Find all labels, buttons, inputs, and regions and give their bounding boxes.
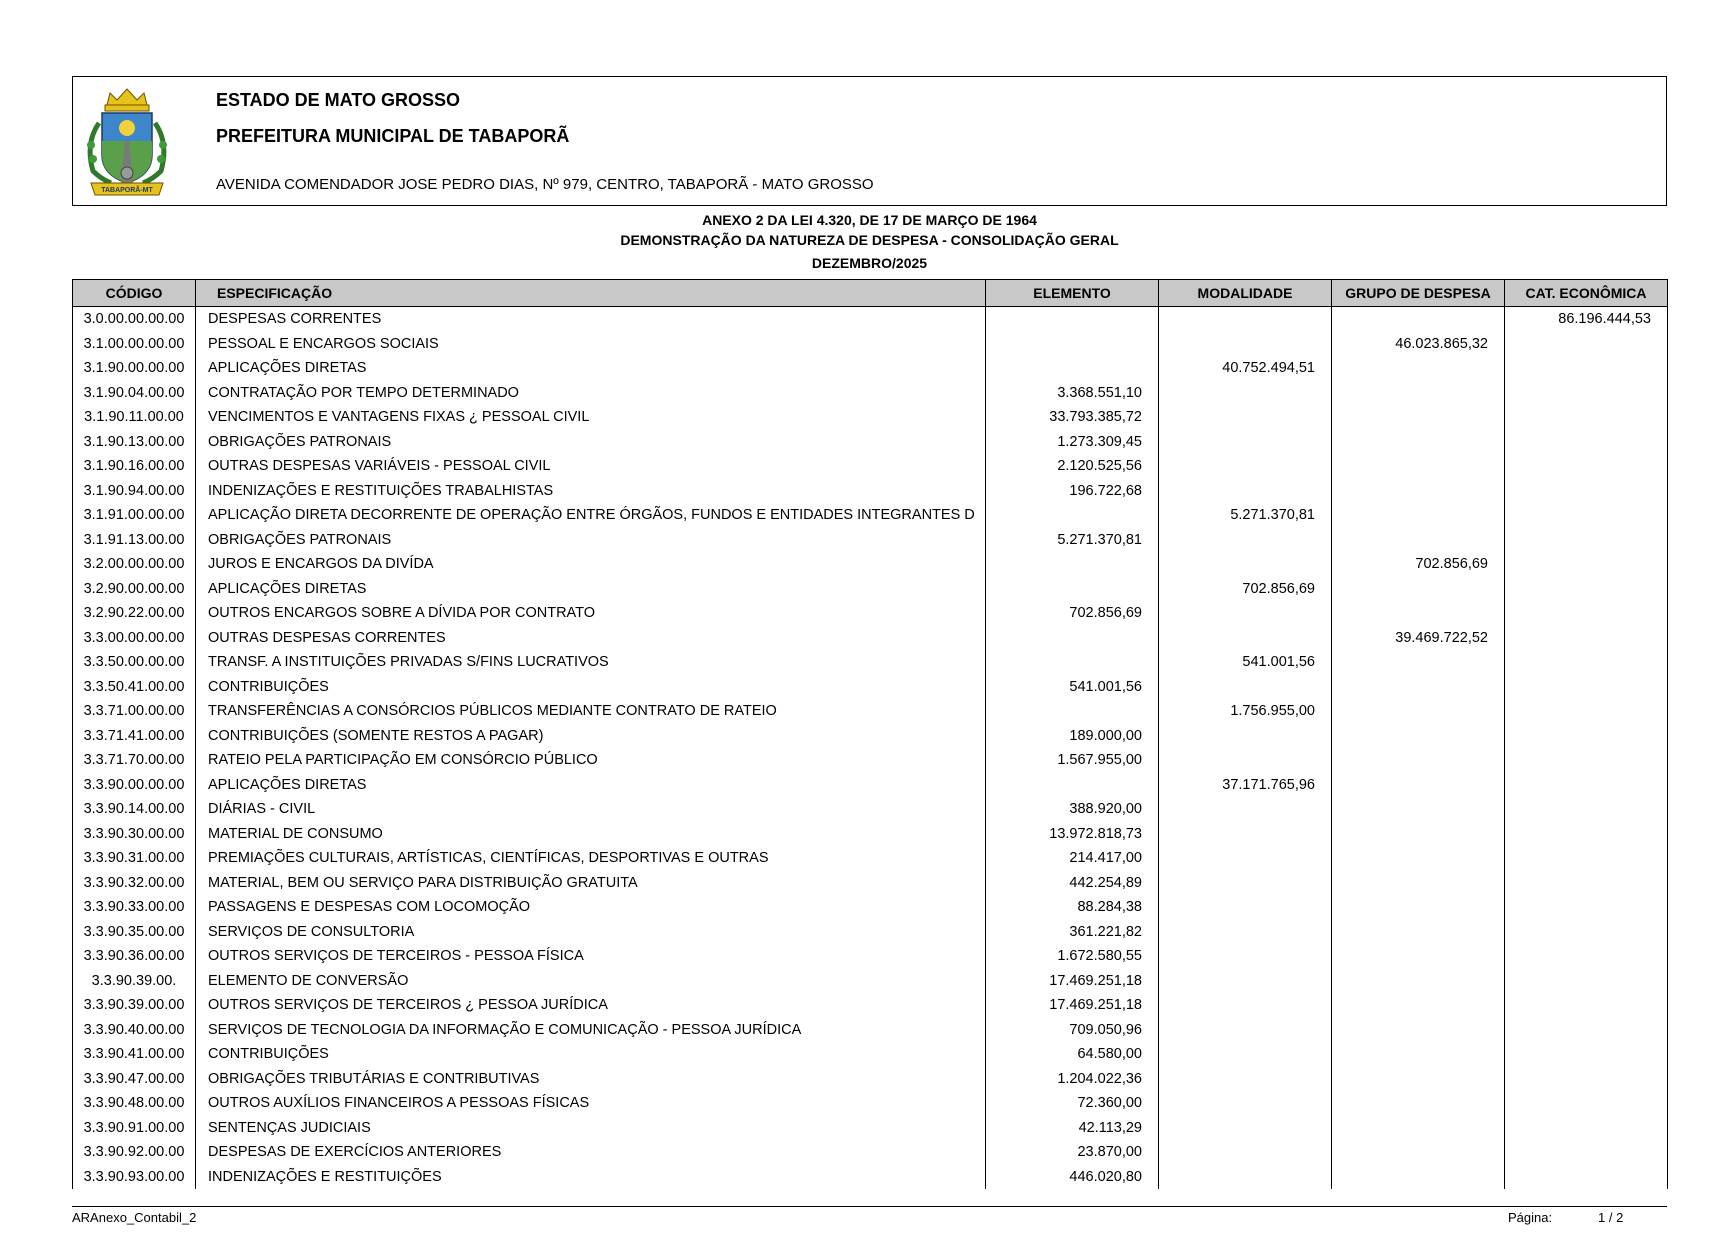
row-modalidade [1159,479,1332,504]
row-modalidade [1159,797,1332,822]
row-grupo: 702.856,69 [1332,552,1505,577]
row-grupo: 39.469.722,52 [1332,626,1505,651]
row-code: 3.3.90.93.00.00 [73,1165,196,1190]
table-row [73,552,1668,577]
row-cat-economica [1505,381,1668,406]
row-elemento: 702.856,69 [986,601,1159,626]
row-elemento [986,307,1159,332]
table-row [73,871,1668,896]
row-specification: PESSOAL E ENCARGOS SOCIAIS [196,332,986,357]
row-modalidade [1159,552,1332,577]
row-cat-economica [1505,797,1668,822]
row-modalidade [1159,332,1332,357]
report-name: ARAnexo_Contabil_2 [72,1210,197,1225]
row-grupo [1332,1116,1505,1141]
row-code: 3.3.90.40.00.00 [73,1018,196,1043]
table-row [73,822,1668,847]
row-elemento: 1.567.955,00 [986,748,1159,773]
row-modalidade [1159,1042,1332,1067]
state-name: ESTADO DE MATO GROSSO [216,90,461,110]
row-specification: SENTENÇAS JUDICIAIS [196,1116,986,1141]
row-code: 3.3.90.35.00.00 [73,920,196,945]
table-row [73,675,1668,700]
row-code: 3.1.91.00.00.00 [73,503,196,528]
row-modalidade [1159,1067,1332,1092]
row-specification: OBRIGAÇÕES PATRONAIS [196,430,986,455]
page-number: 1 / 2 [1598,1210,1624,1225]
row-specification: TRANSF. A INSTITUIÇÕES PRIVADAS S/FINS LUCRATIVOS [196,650,986,675]
row-specification: CONTRIBUIÇÕES [196,675,986,700]
row-modalidade: 40.752.494,51 [1159,356,1332,381]
svg-text:TABAPORÃ-MT: TABAPORÃ-MT [101,187,153,194]
row-code: 3.0.00.00.00.00 [73,307,196,332]
row-elemento: 17.469.251,18 [986,993,1159,1018]
row-cat-economica [1505,503,1668,528]
report-period: DEZEMBRO/2025 [811,255,928,271]
row-modalidade [1159,895,1332,920]
row-code: 3.3.90.14.00.00 [73,797,196,822]
table-row [73,748,1668,773]
row-elemento: 5.271.370,81 [986,528,1159,553]
row-code: 3.3.71.41.00.00 [73,724,196,749]
table-row [73,895,1668,920]
row-grupo [1332,650,1505,675]
row-elemento: 42.113,29 [986,1116,1159,1141]
row-cat-economica [1505,626,1668,651]
row-cat-economica [1505,920,1668,945]
table-row [73,454,1668,479]
row-modalidade [1159,1091,1332,1116]
row-elemento: 2.120.525,56 [986,454,1159,479]
row-code: 3.3.90.47.00.00 [73,1067,196,1092]
row-specification: SERVIÇOS DE CONSULTORIA [196,920,986,945]
row-specification: DESPESAS DE EXERCÍCIOS ANTERIORES [196,1140,986,1165]
row-cat-economica [1505,969,1668,994]
row-specification: DIÁRIAS - CIVIL [196,797,986,822]
col-header-cat-economica: CAT. ECONÔMICA [1505,280,1668,307]
table-row [73,1116,1668,1141]
row-cat-economica [1505,479,1668,504]
row-grupo [1332,993,1505,1018]
row-cat-economica [1505,1165,1668,1190]
row-cat-economica [1505,846,1668,871]
row-modalidade [1159,993,1332,1018]
row-grupo [1332,822,1505,847]
row-cat-economica [1505,748,1668,773]
row-grupo [1332,601,1505,626]
table-row [73,993,1668,1018]
row-grupo [1332,699,1505,724]
row-elemento: 709.050,96 [986,1018,1159,1043]
col-header-code: CÓDIGO [73,280,196,307]
row-specification: OBRIGAÇÕES TRIBUTÁRIAS E CONTRIBUTIVAS [196,1067,986,1092]
col-header-specification: ESPECIFICAÇÃO [196,280,986,307]
row-specification: TRANSFERÊNCIAS A CONSÓRCIOS PÚBLICOS MEDIANTE CONTRATO DE RATEIO [196,699,986,724]
table-row [73,1165,1668,1190]
table-row [73,479,1668,504]
row-elemento: 388.920,00 [986,797,1159,822]
row-specification: SERVIÇOS DE TECNOLOGIA DA INFORMAÇÃO E COMUNICAÇÃO - PESSOA JURÍDICA [196,1018,986,1043]
row-code: 3.3.90.00.00.00 [73,773,196,798]
row-code: 3.1.91.13.00.00 [73,528,196,553]
row-elemento [986,650,1159,675]
row-modalidade: 1.756.955,00 [1159,699,1332,724]
row-grupo [1332,675,1505,700]
row-specification: OUTROS AUXÍLIOS FINANCEIROS A PESSOAS FÍSICAS [196,1091,986,1116]
table-row [73,405,1668,430]
row-code: 3.3.90.39.00. [73,969,196,994]
row-cat-economica [1505,822,1668,847]
row-specification: OUTRAS DESPESAS CORRENTES [196,626,986,651]
row-grupo [1332,895,1505,920]
expense-table [72,279,1668,1189]
row-modalidade [1159,846,1332,871]
row-code: 3.3.90.92.00.00 [73,1140,196,1165]
row-grupo [1332,405,1505,430]
row-grupo [1332,773,1505,798]
row-grupo [1332,944,1505,969]
row-code: 3.3.00.00.00.00 [73,626,196,651]
row-code: 3.3.90.91.00.00 [73,1116,196,1141]
report-title: DEMONSTRAÇÃO DA NATUREZA DE DESPESA - CONSOLIDAÇÃO GERAL [620,232,1119,248]
row-modalidade [1159,405,1332,430]
row-cat-economica [1505,724,1668,749]
row-elemento [986,626,1159,651]
row-specification: CONTRATAÇÃO POR TEMPO DETERMINADO [196,381,986,406]
row-modalidade [1159,1165,1332,1190]
row-cat-economica [1505,332,1668,357]
row-modalidade [1159,724,1332,749]
row-modalidade: 541.001,56 [1159,650,1332,675]
row-modalidade [1159,1116,1332,1141]
row-elemento: 361.221,82 [986,920,1159,945]
table-row [73,1140,1668,1165]
row-elemento [986,503,1159,528]
row-code: 3.3.90.33.00.00 [73,895,196,920]
row-cat-economica [1505,454,1668,479]
table-row [73,1042,1668,1067]
table-row [73,430,1668,455]
row-specification: DESPESAS CORRENTES [196,307,986,332]
row-code: 3.1.00.00.00.00 [73,332,196,357]
row-grupo [1332,969,1505,994]
row-modalidade [1159,601,1332,626]
row-elemento: 13.972.818,73 [986,822,1159,847]
row-elemento: 446.020,80 [986,1165,1159,1190]
row-cat-economica [1505,1091,1668,1116]
row-specification: MATERIAL, BEM OU SERVIÇO PARA DISTRIBUIÇÃO GRATUITA [196,871,986,896]
row-modalidade [1159,1018,1332,1043]
footer-divider [72,1206,1667,1207]
page-label: Página: [1508,1210,1553,1225]
row-modalidade [1159,381,1332,406]
row-modalidade [1159,430,1332,455]
table-row [73,528,1668,553]
row-specification: CONTRIBUIÇÕES (SOMENTE RESTOS A PAGAR) [196,724,986,749]
row-elemento: 541.001,56 [986,675,1159,700]
row-grupo [1332,479,1505,504]
table-row [73,944,1668,969]
row-code: 3.3.90.32.00.00 [73,871,196,896]
row-cat-economica [1505,944,1668,969]
row-cat-economica [1505,528,1668,553]
row-elemento [986,773,1159,798]
row-specification: APLICAÇÃO DIRETA DECORRENTE DE OPERAÇÃO ENTRE ÓRGÃOS, FUNDOS E ENTIDADES INTEGRANTES D [196,503,986,528]
row-modalidade: 702.856,69 [1159,577,1332,602]
table-row [73,1018,1668,1043]
row-elemento [986,356,1159,381]
row-code: 3.1.90.94.00.00 [73,479,196,504]
row-specification: CONTRIBUIÇÕES [196,1042,986,1067]
table-row [73,356,1668,381]
row-elemento: 33.793.385,72 [986,405,1159,430]
row-grupo [1332,748,1505,773]
table-row [73,846,1668,871]
row-elemento: 196.722,68 [986,479,1159,504]
row-modalidade [1159,822,1332,847]
row-code: 3.3.71.70.00.00 [73,748,196,773]
row-specification: OBRIGAÇÕES PATRONAIS [196,528,986,553]
row-cat-economica [1505,405,1668,430]
table-row [73,797,1668,822]
row-grupo [1332,1165,1505,1190]
row-modalidade [1159,1140,1332,1165]
row-cat-economica: 86.196.444,53 [1505,307,1668,332]
row-specification: OUTRAS DESPESAS VARIÁVEIS - PESSOAL CIVIL [196,454,986,479]
row-grupo [1332,503,1505,528]
row-cat-economica [1505,871,1668,896]
row-specification: JUROS E ENCARGOS DA DIVÍDA [196,552,986,577]
table-row [73,381,1668,406]
row-code: 3.3.90.41.00.00 [73,1042,196,1067]
col-header-elemento: ELEMENTO [986,280,1159,307]
table-row [73,307,1668,332]
row-specification: PREMIAÇÕES CULTURAIS, ARTÍSTICAS, CIENTÍFICAS, DESPORTIVAS E OUTRAS [196,846,986,871]
row-cat-economica [1505,650,1668,675]
address: AVENIDA COMENDADOR JOSE PEDRO DIAS, Nº 979, CENTRO, TABAPORÃ - MATO GROSSO [216,176,874,193]
row-modalidade [1159,748,1332,773]
row-elemento: 189.000,00 [986,724,1159,749]
row-code: 3.3.50.00.00.00 [73,650,196,675]
row-elemento: 72.360,00 [986,1091,1159,1116]
table-row [73,650,1668,675]
row-elemento: 442.254,89 [986,871,1159,896]
row-specification: ELEMENTO DE CONVERSÃO [196,969,986,994]
row-elemento [986,699,1159,724]
row-cat-economica [1505,1042,1668,1067]
row-elemento: 23.870,00 [986,1140,1159,1165]
table-row [73,773,1668,798]
table-row [73,626,1668,651]
row-cat-economica [1505,773,1668,798]
row-grupo [1332,846,1505,871]
row-specification: RATEIO PELA PARTICIPAÇÃO EM CONSÓRCIO PÚBLICO [196,748,986,773]
row-elemento: 64.580,00 [986,1042,1159,1067]
row-code: 3.1.90.16.00.00 [73,454,196,479]
table-row [73,1067,1668,1092]
row-code: 3.1.90.00.00.00 [73,356,196,381]
row-specification: MATERIAL DE CONSUMO [196,822,986,847]
row-modalidade [1159,675,1332,700]
row-grupo [1332,1140,1505,1165]
row-elemento: 1.273.309,45 [986,430,1159,455]
row-code: 3.2.90.00.00.00 [73,577,196,602]
row-cat-economica [1505,577,1668,602]
row-code: 3.1.90.04.00.00 [73,381,196,406]
row-grupo [1332,307,1505,332]
table-row [73,503,1668,528]
row-specification: INDENIZAÇÕES E RESTITUIÇÕES TRABALHISTAS [196,479,986,504]
row-specification: OUTROS SERVIÇOS DE TERCEIROS ¿ PESSOA JURÍDICA [196,993,986,1018]
municipal-coat-of-arms-logo [77,83,177,201]
row-code: 3.3.90.39.00.00 [73,993,196,1018]
row-grupo [1332,454,1505,479]
row-cat-economica [1505,699,1668,724]
row-grupo [1332,577,1505,602]
row-modalidade [1159,969,1332,994]
row-grupo [1332,430,1505,455]
row-modalidade [1159,871,1332,896]
row-grupo: 46.023.865,32 [1332,332,1505,357]
row-code: 3.2.90.22.00.00 [73,601,196,626]
row-cat-economica [1505,601,1668,626]
table-row [73,699,1668,724]
row-specification: OUTROS ENCARGOS SOBRE A DÍVIDA POR CONTRATO [196,601,986,626]
row-code: 3.3.90.31.00.00 [73,846,196,871]
row-cat-economica [1505,993,1668,1018]
row-code: 3.3.90.30.00.00 [73,822,196,847]
report-title-law: ANEXO 2 DA LEI 4.320, DE 17 DE MARÇO DE 1964 [702,212,1037,228]
row-modalidade [1159,944,1332,969]
row-specification: APLICAÇÕES DIRETAS [196,356,986,381]
table-row [73,920,1668,945]
prefecture-name: PREFEITURA MUNICIPAL DE TABAPORÃ [216,126,570,146]
row-specification: VENCIMENTOS E VANTAGENS FIXAS ¿ PESSOAL CIVIL [196,405,986,430]
row-elemento: 17.469.251,18 [986,969,1159,994]
col-header-grupo: GRUPO DE DESPESA [1332,280,1505,307]
row-grupo [1332,920,1505,945]
table-row [73,577,1668,602]
row-cat-economica [1505,552,1668,577]
row-grupo [1332,381,1505,406]
row-elemento: 3.368.551,10 [986,381,1159,406]
row-grupo [1332,1042,1505,1067]
row-grupo [1332,1018,1505,1043]
row-cat-economica [1505,356,1668,381]
row-elemento: 1.672.580,55 [986,944,1159,969]
row-elemento [986,577,1159,602]
row-modalidade: 5.271.370,81 [1159,503,1332,528]
row-code: 3.3.71.00.00.00 [73,699,196,724]
row-code: 3.3.90.36.00.00 [73,944,196,969]
row-grupo [1332,871,1505,896]
table-row [73,969,1668,994]
row-grupo [1332,528,1505,553]
row-elemento [986,332,1159,357]
row-grupo [1332,1067,1505,1092]
table-row [73,601,1668,626]
row-modalidade [1159,307,1332,332]
row-modalidade [1159,920,1332,945]
row-cat-economica [1505,895,1668,920]
row-modalidade [1159,528,1332,553]
row-code: 3.3.50.41.00.00 [73,675,196,700]
row-elemento: 88.284,38 [986,895,1159,920]
row-specification: PASSAGENS E DESPESAS COM LOCOMOÇÃO [196,895,986,920]
row-cat-economica [1505,430,1668,455]
row-code: 3.3.90.48.00.00 [73,1091,196,1116]
table-row [73,724,1668,749]
col-header-modalidade: MODALIDADE [1159,280,1332,307]
row-modalidade [1159,454,1332,479]
row-code: 3.2.00.00.00.00 [73,552,196,577]
row-specification: APLICAÇÕES DIRETAS [196,773,986,798]
row-elemento: 214.417,00 [986,846,1159,871]
row-elemento: 1.204.022,36 [986,1067,1159,1092]
table-row [73,332,1668,357]
row-elemento [986,552,1159,577]
row-cat-economica [1505,675,1668,700]
row-grupo [1332,356,1505,381]
table-header-row [73,280,1668,307]
row-code: 3.1.90.13.00.00 [73,430,196,455]
row-grupo [1332,1091,1505,1116]
row-cat-economica [1505,1116,1668,1141]
table-row [73,1091,1668,1116]
header-box [72,76,1667,206]
row-grupo [1332,797,1505,822]
row-modalidade [1159,626,1332,651]
row-specification: APLICAÇÕES DIRETAS [196,577,986,602]
row-cat-economica [1505,1018,1668,1043]
row-specification: INDENIZAÇÕES E RESTITUIÇÕES [196,1165,986,1190]
row-code: 3.1.90.11.00.00 [73,405,196,430]
row-specification: OUTROS SERVIÇOS DE TERCEIROS - PESSOA FÍSICA [196,944,986,969]
row-modalidade: 37.171.765,96 [1159,773,1332,798]
row-grupo [1332,724,1505,749]
row-cat-economica [1505,1140,1668,1165]
table-body [73,307,1668,1190]
row-cat-economica [1505,1067,1668,1092]
